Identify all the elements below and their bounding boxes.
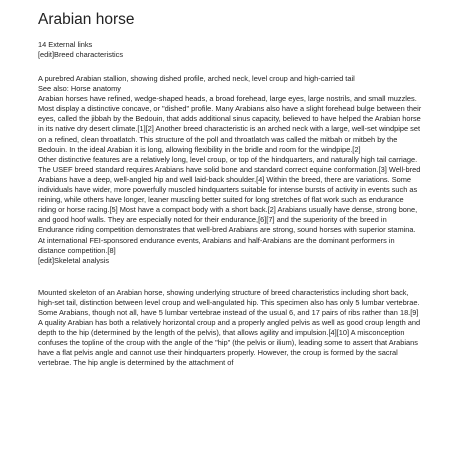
stallion-image-caption: A purebred Arabian stallion, showing dished profile, arched neck, level croup and high-carried tail <box>38 74 355 83</box>
document-page <box>38 10 422 369</box>
skeletal-analysis-heading[interactable]: [edit]Skeletal analysis <box>38 255 110 265</box>
breed-paragraph-2: Other distinctive features are a relatively long, level croup, or top of the hindquarters, and naturally high tail carriage. The USEF breed standard requires Arabians have solid bone and standard correct equine conformation.[3] Well-bred Arabians have a deep, well-angled hip and well laid-back shoulder.[4] Within the breed, there are variations. Some individuals have wider, more powerfully muscled hindquarters suitable for intense bursts of activity in events such as reining, while others have longer, leaner muscling better suited for long stretches of flat work such as endurance riding or horse racing.[5] Most have a compact body with a short back.[2] Arabians usually have dense, strong bone, and good hoof walls. They are especially noted for their endurance,[6][7] and the superiority of the breed in Endurance riding competition demonstrates that well-bred Arabians are strong, sound horses with superior stamina. At international FEI-sponsored endurance events, Arabians and half-Arabians are the dominant performers in distance competition.[8] <box>38 154 421 255</box>
image-placeholder-gap <box>38 266 422 288</box>
breed-paragraph-1: Arabian horses have refined, wedge-shaped heads, a broad forehead, large eyes, large nostrils, and small muzzles. Most display a distinctive concave, or "dished" profile. Many Arabians also have a slight forehead bulge between their eyes, called the jibbah by the Bedouin, that adds additional sinus capacity, believed to have helped the Arabian horse in its native dry desert climate.[1][2] Another breed characteristic is an arched neck with a large, well-set windpipe set on a refined, clean throatlatch. This structure of the poll and throatlatch was called the mitbah or mitbeh by the Bedouin. In the ideal Arabian it is long, allowing flexibility in the bridle and room for the windpipe.[2] <box>38 94 422 154</box>
skeleton-image-caption: Mounted skeleton of an Arabian horse, showing underlying structure of breed characteristics including short back, high-set tail, distinction between level croup and well-angulated hip. This specimen also has only 5 lumbar vertebrae. <box>38 287 420 307</box>
page-title: Arabian horse <box>38 11 135 28</box>
skeletal-paragraph: Some Arabians, though not all, have 5 lumbar vertebrae instead of the usual 6, and 17 pairs of ribs rather than 18.[9] A quality Arabian has both a relatively horizontal croup and a properly angled pelvis as well as good croup length and depth to the hip (determined by the length of the pelvis), that allows agility and impulsion.[4][10] A misconception confuses the topline of the croup with the angle of the "hip" (the pelvis or ilium), leading some to assert that Arabians have a flat pelvis angle and cannot use their hindquarters properly. However, the croup is formed by the sacral vertebrae. The hip angle is determined by the attachment of <box>38 307 421 368</box>
external-links-link[interactable]: 14 External links <box>38 40 93 49</box>
breed-characteristics-heading[interactable]: [edit]Breed characteristics <box>38 50 124 59</box>
see-also-link[interactable]: See also: Horse anatomy <box>38 84 121 94</box>
